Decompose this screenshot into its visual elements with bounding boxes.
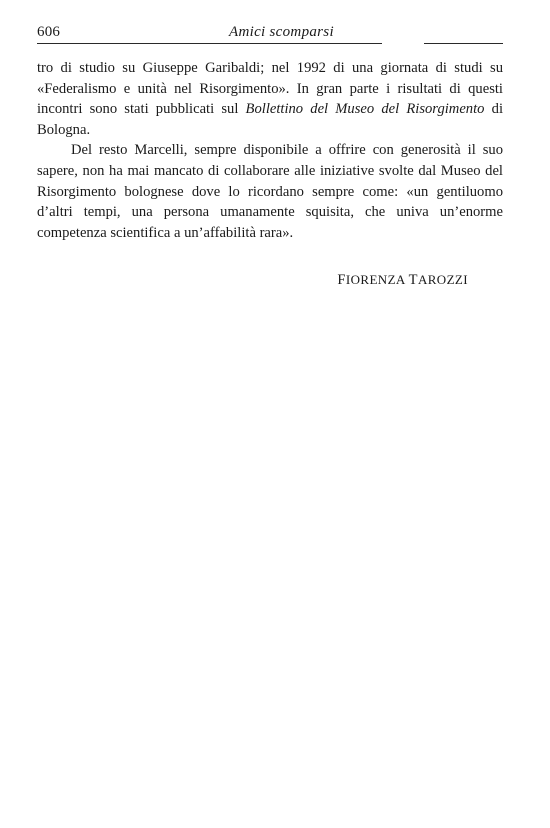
body-text [37, 58, 503, 243]
signature-last-rest: AROZZI [417, 272, 468, 287]
journal-title: Bollettino del Museo del Risorgimento [245, 101, 485, 118]
running-head [37, 24, 503, 46]
header-rule-right [424, 43, 503, 44]
signature-last-initial: T [408, 272, 418, 288]
paragraph-1 [37, 58, 503, 140]
signature-first-rest: IORENZA [345, 272, 406, 287]
running-title: Amici scomparsi [229, 24, 334, 40]
paragraph-2: Del resto Marcelli, sempre disponibile a offrire con generosità il suo sapere, non ha mai mancato di collaborare alle iniziative svolte dal Museo del Risorgimento bolognese dove lo ricordano sempre come: «un gentiluomo d’altri tempi, una persona umanamente squisita, che univa un’enorme competenza scientifica a un’affabilità rara». [37, 142, 503, 241]
header-rule-left [37, 43, 382, 44]
paragraph-1-text-a: tro di studio su Giuseppe Garibaldi; nel 1992 di una giornata di studi su «Federalismo e unità nel Risorgimento». In gran parte i risultati di questi incontri sono stati pubblicati sul [37, 60, 503, 118]
signature-first-initial: F [337, 272, 346, 288]
page-number: 606 [37, 24, 61, 40]
author-signature [337, 272, 468, 289]
paragraph-1-text-b: di Bologna. [37, 101, 503, 138]
